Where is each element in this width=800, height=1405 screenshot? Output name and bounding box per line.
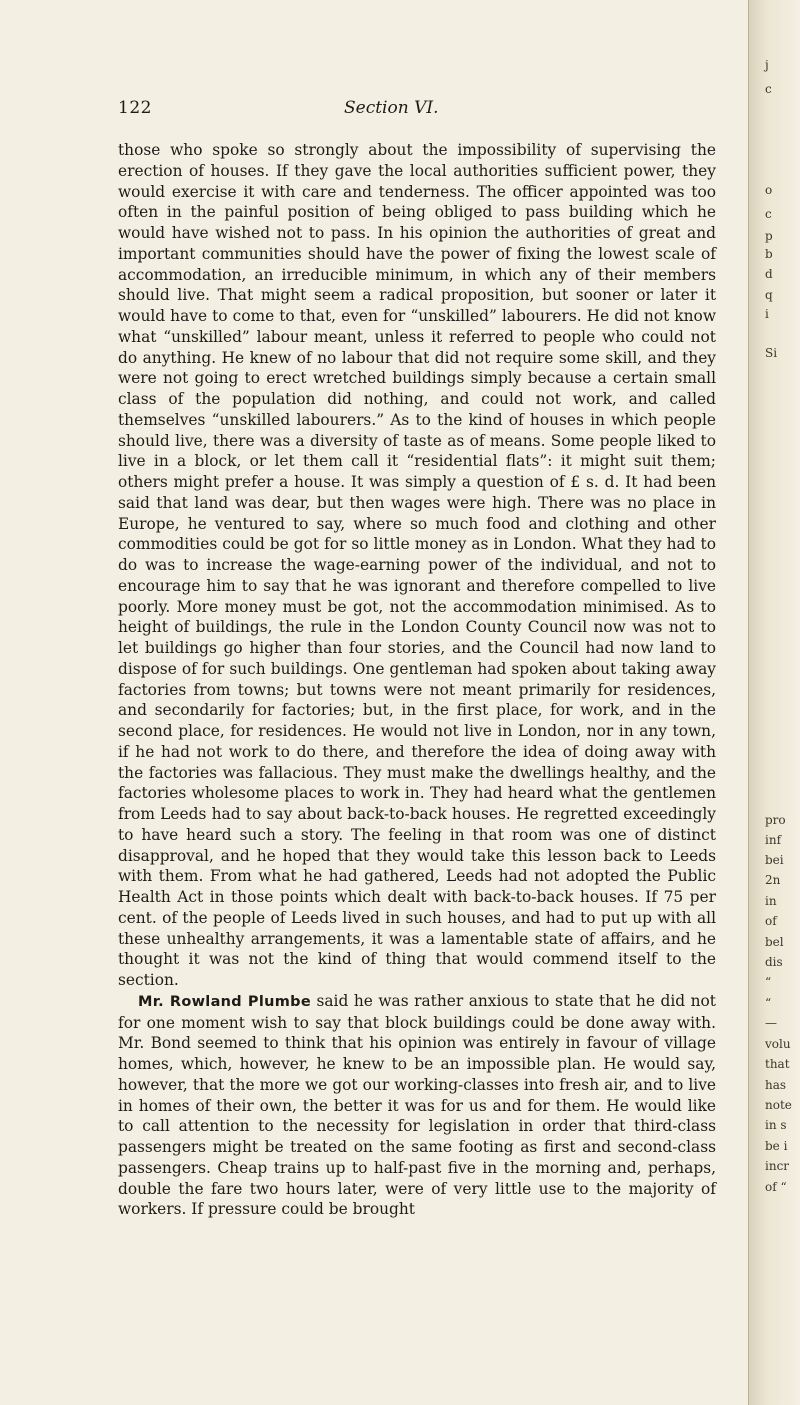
fragment: d [765,267,773,281]
fragment: j [765,58,769,72]
fragment: dis [765,955,783,969]
fragment: of [765,914,777,928]
fragment: “ [765,996,772,1010]
fragment: be i [765,1139,788,1153]
fragment: of “ [765,1180,787,1194]
section-title: Section VI. [344,98,439,118]
fragment: in [765,894,777,908]
paragraph-continued: those who spoke so strongly about the impossibility of supervising the erection of houses. If they gave the local authorities sufficient power, they would exercise it with care and tenderness. The officer appointed was too often in the painful position of being obliged to pass building which he would have wished not to pass. In his opinion the authorities of great and important communities should have the power of fixing the lowest scale of accommodation, an irreducible minimum, in which any of their members should live. That might seem a radical proposition, but sooner or later it would have to come to that, even for “unskilled” labourers. He did not know what “unskilled” labour meant, unless it referred to people who could not do anything. He knew of no labour that did not require some skill, and they were not going to erect wretched buildings simply because a certain small class of the population did nothing, and could not work, and called themselves “unskilled labourers.” As to the kind of houses in which people should live, there was a diversity of taste as of means. Some people liked to live in a block, or let them call it “residential flats”: it might suit them; others might prefer a house. It was simply a question of £ s. d. It had been said that land was dear, but then wages were high. There was no place in Europe, he ventured to say, where so much food and clothing and other commodities could be got for so little money as in London. What they had to do was to increase the wage-earning power of the individual, and not to encourage him to say that he was ignorant and therefore compelled to live poorly. More money must be got, not the accommodation minimised. As to height of buildings, the rule in the London County Council now was not to let buildings go higher than four stories, and the Council had now land to dispose of for such buildings. One gentleman had spoken about taking away factories from towns; but towns were not meant primarily for residences, and secondarily for factories; but, in the first place, for work, and in the second place, for residences. He would not live in London, nor in any town, if he had not work to do there, and therefore the idea of doing away with the factories was fallacious. They must make the dwellings healthy, and the factories wholesome places to work in. They had heard what the gentlemen from Leeds had to say about back-to-back houses. He regretted exceedingly to have heard such a story. The feeling in that room was one of distinct disapproval, and he hoped that they would take this lesson back to Leeds with them. From what he had gathered, Leeds had not adopted the Public Health Act in those points which dealt with back-to-back houses. If 75 per cent. of the people of Leeds lived in such houses, and had to put up with all these unhealthy arrangements, it was a lamentable state of affairs, and he thought it was not the kind of thing that would commend itself to the section. [118,141,716,989]
page-number: 122 [118,98,152,118]
fragment: has [765,1078,787,1092]
fragment: that [765,1057,790,1071]
paragraph-text: said he was rather anxious to state that he did not for one moment wish to say that block buildings could be done away with. Mr. Bond seemed to think that his opinion was entirely in favour of village homes, which, however, he knew to be an impossible plan. He would say, however, that the more we got our working-classes into fresh air, and to live in homes of their own, the better it was for us and for them. He would like to call attention to the necessity for legislation in order that third-class passengers might be treated on the same footing as first and second-class passengers. Cheap trains up to half-past five in the morning and, perhaps, double the fare two hours later, were of very little use to the majority of workers. If pressure could be brought [118,991,716,1219]
fragment: “ [765,975,772,989]
fragment: incr [765,1159,790,1173]
fragment: q [765,288,773,302]
fragment: note [765,1098,792,1112]
running-head [118,98,712,126]
fragment: bei [765,853,784,867]
fragment: — [765,1016,777,1030]
fragment: c [765,82,772,96]
fragment: pro [765,813,786,827]
fragment: inf [765,833,782,847]
paragraph-rowland-plumbe [118,991,716,1220]
fragment: volu [765,1037,791,1051]
fragment: in s [765,1118,787,1132]
fragment: bel [765,935,784,949]
fragment: p [765,229,773,243]
fragment: o [765,183,773,197]
adjacent-page-edge [748,0,800,1405]
speaker-name: Mr. Rowland Plumbe [138,993,311,1010]
fragment: 2n [765,873,781,887]
fragment: Si [765,346,778,360]
fragment: c [765,207,772,221]
fragment: i [765,307,769,321]
fragment: b [765,247,773,261]
body-text [118,140,716,1220]
